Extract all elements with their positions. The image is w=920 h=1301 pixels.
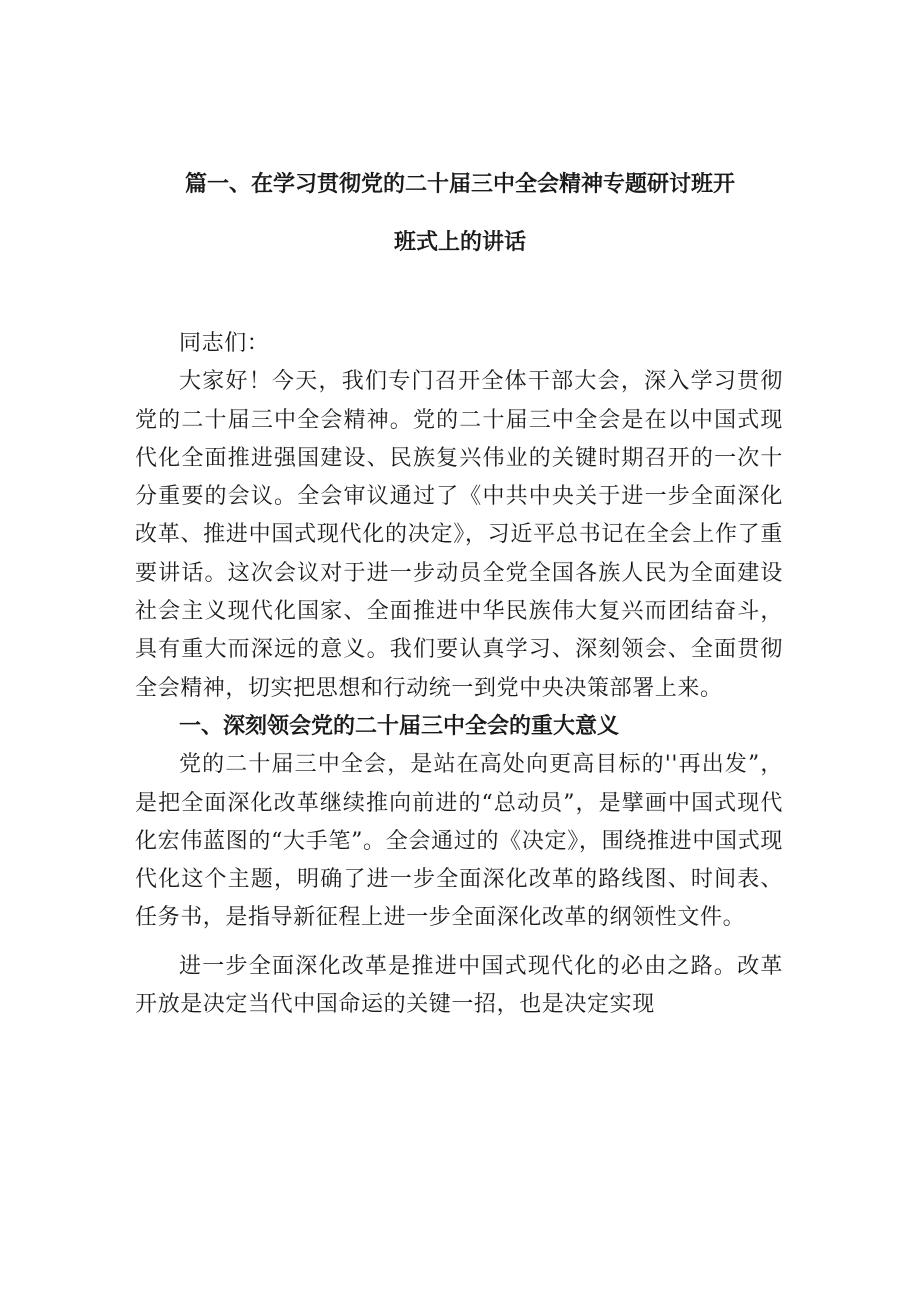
section-heading: 一、深刻领会党的二十届三中全会的重大意义 bbox=[179, 713, 620, 739]
document-title-line-1: 篇一、在学习贯彻党的二十届三中全会精神专题研讨班开 bbox=[184, 172, 735, 197]
document-title-line-2: 班式上的讲话 bbox=[393, 230, 526, 255]
document-body bbox=[135, 325, 783, 1024]
body-paragraph: 大家好！今天，我们专门召开全体干部大会，深入学习贯彻党的二十届三中全会精神。党的二十届三中全会是在以中国式现代化全面推进强国建设、民族复兴伟业的关键时期召开的一次十分重要的会议。全会审议通过了《中共中央关于进一步全面深化改革、推进中国式现代化的决定》，习近平总书记在全会上作了重要讲话。这次会议对于进一步动员全党全国各族人民为全面建设社会主义现代化国家、全面推进中华民族伟大复兴而团结奋斗，具有重大而深远的意义。我们要认真学习、深刻领会、全面贯彻全会精神，切实把思想和行动统一到党中央决策部署上来。 bbox=[135, 369, 783, 701]
section-paragraph: 进一步全面深化改革是推进中国式现代化的必由之路。改革开放是决定当代中国命运的关键一招，也是决定实现 bbox=[135, 953, 783, 1018]
salutation: 同志们： bbox=[179, 331, 270, 356]
section-paragraph: 党的二十届三中全会，是站在高处向更高目标的''再出发”，是把全面深化改革继续推向前进的“总动员”，是擘画中国式现代化宏伟蓝图的“大手笔”。全会通过的《决定》，围绕推进中国式现代化这个主题，明确了进一步全面深化改革的路线图、时间表、任务书，是指导新征程上进一步全面深化改革的纲领性文件。 bbox=[135, 752, 783, 931]
